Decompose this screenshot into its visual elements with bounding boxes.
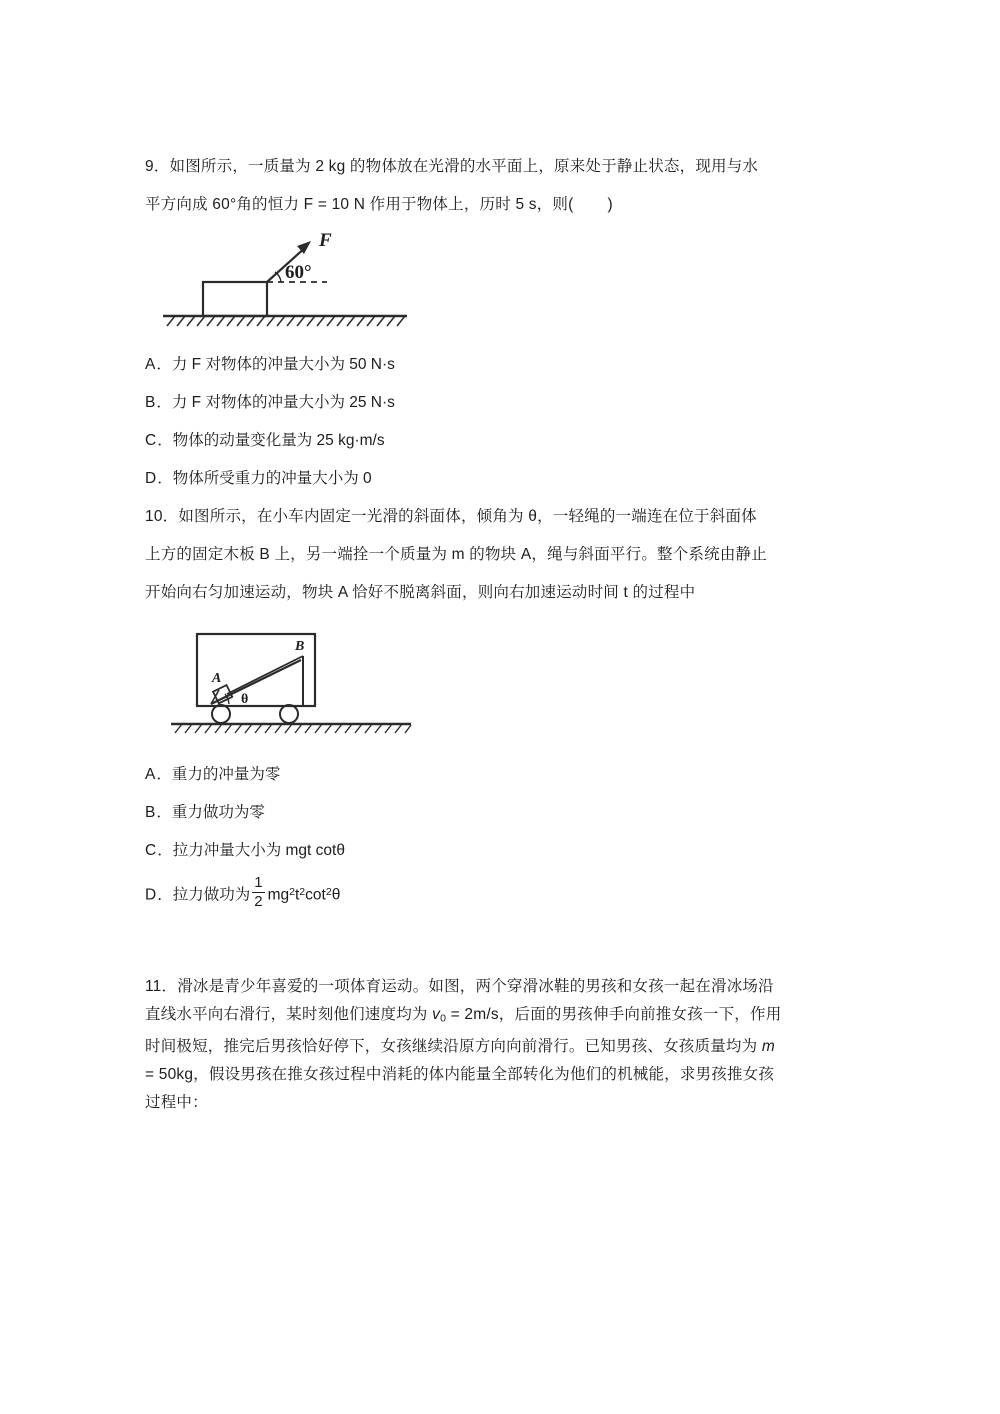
option-10-D[interactable]	[145, 870, 861, 917]
option-10-D-expr-t: t	[294, 886, 300, 904]
question-11	[145, 973, 861, 1116]
option-9-C-text: 物体的动量变化量为 25 kg·m/s	[172, 432, 385, 449]
option-9-A[interactable]	[145, 346, 861, 384]
question-11-stem-line-2	[145, 1001, 861, 1032]
option-10-B-sep: ．	[156, 804, 172, 821]
option-10-D-expr-m-sup: 2	[289, 886, 295, 898]
option-9-D[interactable]	[145, 460, 861, 498]
figure-block-force-60deg	[155, 232, 861, 340]
ground-hatching-2	[175, 724, 411, 733]
document-content	[145, 148, 861, 1117]
angle-label-60: 60°	[285, 262, 312, 283]
option-9-A-text: 力 F 对物体的冲量大小为 50 N·s	[171, 356, 395, 373]
option-10-C-label: C	[145, 842, 158, 859]
angle-theta-label: θ	[241, 692, 249, 707]
force-label: F	[319, 232, 332, 251]
question-11-stem-line-3	[145, 1033, 861, 1061]
option-9-D-sep: ．	[157, 470, 173, 487]
option-10-C-sep: ．	[157, 842, 173, 859]
option-10-D-expr-cot: cot	[305, 886, 326, 904]
question-10-stem	[145, 498, 861, 612]
question-9-stem-line-2	[145, 186, 861, 224]
option-10-A-text: 重力的冲量为零	[171, 766, 281, 783]
option-9-A-sep: ．	[156, 356, 172, 373]
option-10-A[interactable]	[145, 756, 861, 794]
cart-wheel-right	[280, 705, 298, 723]
option-9-D-label: D	[145, 470, 158, 487]
option-10-D-prefix: 拉力做功为	[172, 886, 251, 904]
question-9-stem-line-2-b: )	[607, 196, 613, 213]
question-11-v0-sub: 0	[440, 1012, 447, 1025]
option-9-B-text: 力 F 对物体的冲量大小为 25 N·s	[171, 394, 395, 411]
option-10-D-sep: ．	[157, 886, 173, 904]
question-11-line-3-text: 时间极短，推完后男孩恰好停下，女孩继续沿原方向向前滑行。已知男孩、女孩质量均为	[145, 1037, 758, 1055]
option-10-D-expr-cot-sup: 2	[325, 886, 332, 898]
block-rect	[203, 282, 267, 316]
option-10-D-label: D	[145, 886, 158, 904]
question-11-stem-line-5: 过程中：	[145, 1093, 208, 1111]
option-9-A-label: A	[145, 356, 157, 373]
question-11-stem	[145, 973, 861, 1116]
question-11-stem-line-4: = 50kg，假设男孩在推女孩过程中消耗的体内能量全部转化为他们的机械能，求男孩推女孩	[145, 1065, 775, 1083]
question-10-stem-line-2: 上方的固定木板 B 上，另一端拴一个质量为 m 的物块 A，绳与斜面平行。整个系统由静止	[145, 546, 767, 563]
option-9-C[interactable]	[145, 422, 861, 460]
incline-surface	[211, 660, 301, 704]
option-10-B[interactable]	[145, 794, 861, 832]
option-9-C-sep: ．	[157, 432, 173, 449]
option-10-A-label: A	[145, 766, 157, 783]
option-10-D-expr-theta: θ	[331, 886, 341, 904]
question-11-v0-val: = 2m/s，后面的男孩伸手向前推女孩一下，作用	[446, 1006, 782, 1024]
question-11-stem-line-1: 11．滑冰是青少年喜爱的一项体育运动。如图，两个穿滑冰鞋的男孩和女孩一起在滑冰场沿	[145, 978, 774, 996]
question-10	[145, 498, 861, 917]
string-to-board	[227, 656, 303, 694]
ground-hatching	[167, 316, 405, 326]
question-9-stem-line-2-a: 平方向成 60°角的恒力 F = 10 N 作用于物体上，历时 5 s，则(	[145, 196, 574, 213]
option-10-B-label: B	[145, 804, 157, 821]
option-10-A-sep: ．	[156, 766, 172, 783]
cart-wheel-left	[212, 705, 230, 723]
option-10-B-text: 重力做功为零	[171, 804, 265, 821]
section-spacer	[145, 917, 861, 973]
option-10-D-fraction	[252, 875, 264, 909]
question-10-stem-line-3: 开始向右匀加速运动，物块 A 恰好不脱离斜面，则向右加速运动时间 t 的过程中	[145, 584, 696, 601]
question-11-m-var: m	[761, 1037, 775, 1055]
option-9-D-text: 物体所受重力的冲量大小为 0	[172, 470, 372, 487]
option-10-D-expr-t-sup: 2	[299, 886, 306, 898]
option-10-D-expr-m: mg	[267, 886, 290, 904]
question-9-stem	[145, 148, 861, 224]
option-9-B-sep: ．	[156, 394, 172, 411]
option-9-B[interactable]	[145, 384, 861, 422]
board-B-label: B	[295, 639, 305, 654]
question-11-v0-var: v	[432, 1006, 441, 1024]
question-9-stem-line-1: 9．如图所示，一质量为 2 kg 的物体放在光滑的水平面上，原来处于静止状态，现用与水	[145, 158, 759, 175]
question-11-line-2-text: 直线水平向右滑行，某时刻他们速度均为	[145, 1006, 428, 1024]
figure-cart-incline	[167, 626, 861, 744]
question-10-options	[145, 756, 861, 917]
option-10-C[interactable]	[145, 832, 861, 870]
fraction-denominator: 2	[254, 892, 263, 910]
figure-block-force-60deg-svg	[155, 232, 415, 340]
option-10-C-text: 拉力冲量大小为 mgt cotθ	[172, 842, 345, 859]
block-A-label: A	[212, 671, 222, 686]
option-9-B-label: B	[145, 394, 157, 411]
question-10-stem-line-1: 10．如图所示，在小车内固定一光滑的斜面体，倾角为 θ，一轻绳的一端连在位于斜面体	[145, 508, 757, 525]
question-9-options	[145, 346, 861, 498]
fraction-numerator: 1	[254, 874, 263, 892]
question-9	[145, 148, 861, 498]
figure-cart-incline-svg	[167, 626, 417, 744]
option-9-C-label: C	[145, 432, 158, 449]
